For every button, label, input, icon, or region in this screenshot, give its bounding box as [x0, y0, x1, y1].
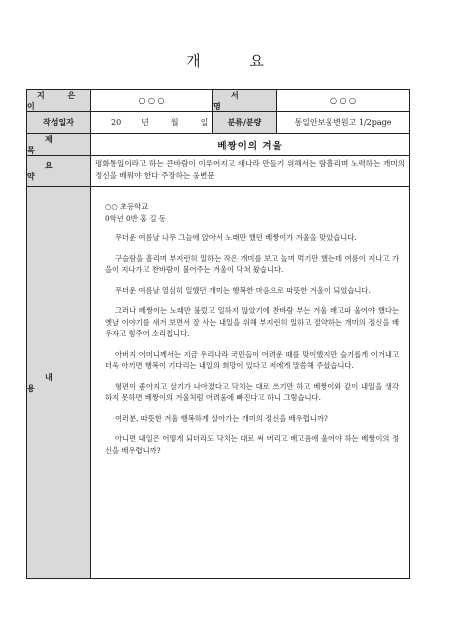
content-paragraph: 여러분, 따뜻한 겨울 행복하게 살아가는 개미의 정신을 배우렵니까? — [115, 413, 328, 423]
signature-value: ○ ○ ○ — [329, 96, 357, 105]
date-day-unit: 일 — [200, 118, 209, 127]
date-value — [91, 112, 213, 133]
content-paragraph: 아니면 내일은 어떻게 되더라도 닥치는 대로 써 버리고 배고픔에 울어야 하는 베짱이의 정신을 배우렵니까? — [105, 434, 399, 455]
author-row — [27, 90, 409, 112]
category-label: 분류/분량 — [213, 112, 277, 133]
heading-row — [27, 134, 409, 156]
category-value: 통일안보웅변원고 1/2page — [294, 118, 392, 127]
content-paragraph: 무더운 여름날 나무 그늘에 앉아서 노래만 했던 베짱이가 겨울을 맞았습니다. — [115, 233, 357, 242]
heading-label: 제 목 — [27, 134, 91, 155]
summary-row — [27, 156, 409, 187]
content-paragraph: 무더운 여름날 열심히 일했던 개미는 행복한 마음으로 따뜻한 겨울이 되었습니다. — [115, 285, 371, 295]
content-paragraph: 그러나 베짱이는 노래만 불렀고 일하지 않았기에 찬바람 부는 겨울 배고파 울어야 했다는 옛날 이야기를 새겨 보면서 잘 사는 내일을 위해 부지런히 일하고 절약하는 개미의 정신을 배우자고 힘주어 소리칩니다. — [105, 306, 399, 338]
page-title: 개 요 — [186, 52, 286, 70]
date-label: 작성일자 — [27, 112, 91, 133]
content-paragraph: 구슬땀을 흘리며 부지런히 일하는 작은 개미를 보고 놀며 먹기만 했는데 여름이 지나고 가을이 지나가고 찬바람이 불어주는 겨울이 닥쳐 왔습니다. — [105, 253, 399, 274]
author-label: 지 은 이 — [27, 90, 91, 111]
summary-value: 평화통일이라고 하는 큰바람이 이루어지고 새나라 만들기 위해서는 땀흘리며 노력하는 개미의 정신을 배워야 한다 주장하는 웅변문 — [95, 159, 405, 180]
signature-label: 서 명 — [213, 90, 277, 111]
content-paragraph: 형편이 좋아지고 살기가 나아졌다고 닥치는 대로 쓰기만 하고 베짱이와 같이 내일을 생각하지 못하면 베짱이의 겨울처럼 어려움에 빠진다고 하니 그렇습니다. — [105, 381, 399, 402]
content-row — [27, 187, 409, 578]
content-author-name: 0학년 0반 홍 길 동 — [105, 213, 166, 223]
outline-form — [26, 89, 410, 579]
date-year: 20 — [111, 118, 122, 127]
content-paragraph: 아버지 어머니께서는 지금 우리나라 국민들이 어려운 때를 맞이했지만 슬기롭게 이겨내고 더욱 아끼면 행복이 기다리는 내일의 희망이 있다고 저에게 말씀해 주셨습니다. — [105, 349, 399, 370]
content-body — [91, 187, 409, 578]
content-label: 내 용 — [27, 187, 91, 578]
summary-label: 요 약 — [27, 156, 91, 186]
content-school: ○○ 초등학교 — [105, 202, 149, 211]
date-row — [27, 112, 409, 134]
author-value: ○ ○ ○ — [91, 90, 213, 111]
date-year-unit: 년 — [141, 118, 149, 127]
heading-value: 베짱이의 겨울 — [217, 140, 283, 152]
date-month-unit: 월 — [170, 118, 179, 127]
